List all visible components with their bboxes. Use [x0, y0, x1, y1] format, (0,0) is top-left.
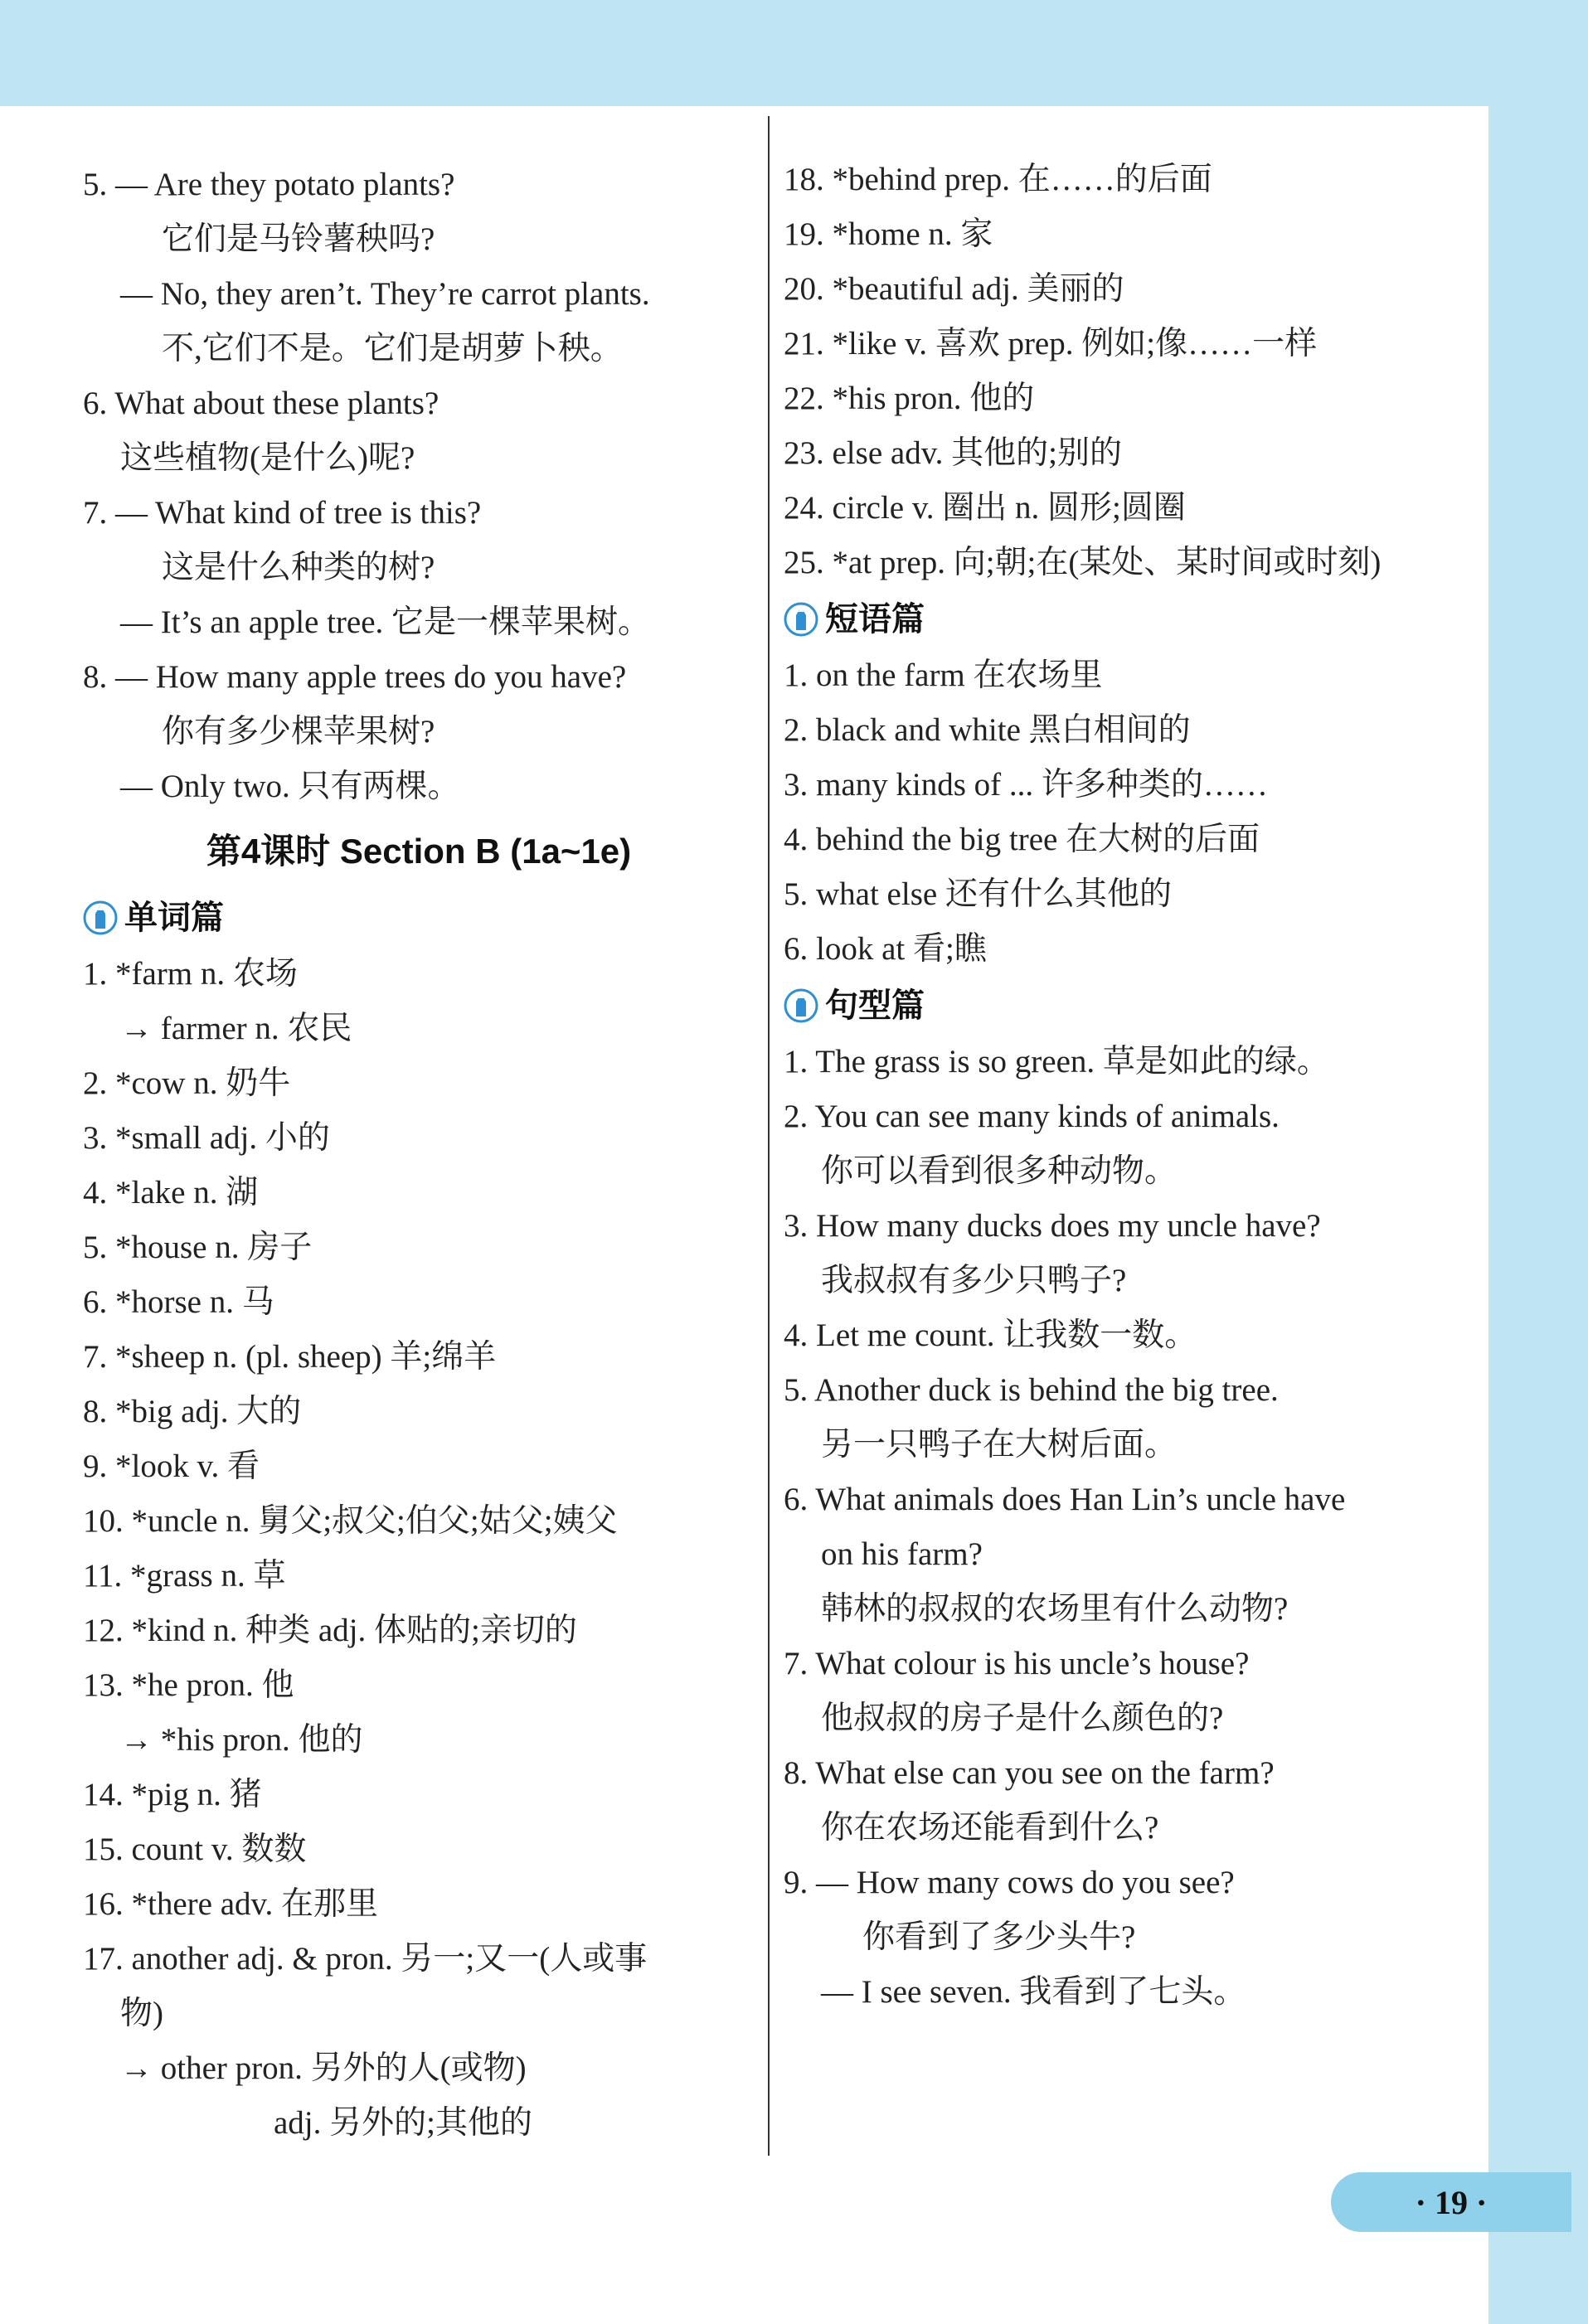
sentence-line: 6. What animals does Han Lin’s uncle have	[784, 1482, 1346, 1517]
right-color-band	[1488, 0, 1588, 2324]
vocab-item: 18. *behind prep. 在……的后面	[784, 162, 1212, 197]
dialogue-line: 你有多少棵苹果树?	[162, 714, 435, 750]
vocab-item: 7. *sheep n. (pl. sheep) 羊;绵羊	[83, 1339, 497, 1375]
sentence-line: 1. The grass is so green. 草是如此的绿。	[784, 1044, 1329, 1080]
dialogue-line: 它们是马铃薯秧吗?	[162, 221, 435, 257]
dialogue-line: 8. — How many apple trees do you have?	[83, 659, 627, 695]
column-divider	[768, 116, 770, 2156]
vocab-item: 5. *house n. 房子	[83, 1230, 313, 1265]
sentence-line: 9. — How many cows do you see?	[784, 1865, 1235, 1900]
sentence-line: 3. How many ducks does my uncle have?	[784, 1208, 1321, 1244]
vocab-item: 6. *horse n. 马	[83, 1284, 274, 1320]
vocab-item: 16. *there adv. 在那里	[83, 1886, 378, 1922]
dialogue-line: 这是什么种类的树?	[162, 550, 435, 585]
vocab-heading	[83, 889, 755, 947]
sentence-list	[784, 1035, 1472, 2020]
dialogue-line: 6. What about these plants?	[83, 386, 439, 421]
phrase-item: 2. black and white 黑白相间的	[784, 712, 1191, 748]
dialogue-line: 5. — Are they potato plants?	[83, 167, 455, 202]
vocab-item: 14. *pig n. 猪	[83, 1777, 262, 1812]
vocab-list-right	[784, 153, 1472, 590]
sentence-line: 你在农场还能看到什么?	[821, 1810, 1159, 1846]
vocab-item: 8. *big adj. 大的	[83, 1394, 302, 1429]
lesson-title: 第4课时 Section B (1a~1e)	[206, 832, 632, 871]
dialogue-line: — Only two. 只有两棵。	[120, 769, 460, 804]
sentence-heading	[784, 977, 1472, 1035]
phrase-heading	[784, 590, 1472, 648]
sentence-line: 4. Let me count. 让我数一数。	[784, 1317, 1197, 1353]
vocab-item: 3. *small adj. 小的	[83, 1120, 330, 1156]
phrase-item: 3. many kinds of ... 许多种类的……	[784, 767, 1268, 803]
phrase-item: 5. what else 还有什么其他的	[784, 876, 1172, 912]
vocab-item: 1. *farm n. 农场	[83, 956, 298, 992]
dialogue-line: 不,它们不是。它们是胡萝卜秧。	[162, 331, 623, 366]
vocab-item: 23. else adv. 其他的;别的	[784, 435, 1122, 471]
sentence-line: 2. You can see many kinds of animals.	[784, 1099, 1280, 1134]
sentence-line: on his farm?	[821, 1536, 983, 1572]
sentence-line: 8. What else can you see on the farm?	[784, 1755, 1275, 1791]
vocab-item: 12. *kind n. 种类 adj. 体贴的;亲切的	[83, 1613, 577, 1648]
sentence-line: — I see seven. 我看到了七头。	[821, 1974, 1246, 2010]
sentence-line: 7. What colour is his uncle’s house?	[784, 1646, 1250, 1681]
phrase-item: 4. behind the big tree 在大树的后面	[784, 822, 1260, 857]
sentence-line: 你看到了多少头牛?	[862, 1919, 1136, 1955]
top-color-band	[0, 0, 1588, 106]
vocab-item: 物)	[120, 1996, 163, 2031]
dialogue-list	[83, 158, 755, 814]
vocab-heading-label: 单词篇	[124, 900, 224, 936]
vocab-item: 10. *uncle n. 舅父;叔父;伯父;姑父;姨父	[83, 1503, 618, 1539]
vocab-item: → farmer n. 农民	[120, 1011, 352, 1046]
dialogue-line: — No, they aren’t. They’re carrot plants.	[120, 276, 650, 312]
dialogue-line: — It’s an apple tree. 它是一棵苹果树。	[120, 604, 651, 640]
vocab-item: 25. *at prep. 向;朝;在(某处、某时间或时刻)	[784, 545, 1382, 580]
vocab-item: 2. *cow n. 奶牛	[83, 1065, 291, 1101]
vocab-list-left	[83, 947, 755, 2151]
page-number: · 19 ·	[1331, 2172, 1571, 2232]
vocab-item: 21. *like v. 喜欢 prep. 例如;像……一样	[784, 326, 1318, 361]
left-column	[83, 158, 755, 2151]
phrase-item: 6. look at 看;瞧	[784, 931, 987, 967]
sentence-heading-label: 句型篇	[825, 987, 925, 1024]
dialogue-line: 7. — What kind of tree is this?	[83, 495, 482, 531]
vocab-item: 19. *home n. 家	[784, 216, 993, 252]
vocab-item: 11. *grass n. 草	[83, 1558, 286, 1594]
vocab-item: 4. *lake n. 湖	[83, 1175, 259, 1211]
right-column	[784, 153, 1472, 2020]
vocab-item: 15. count v. 数数	[83, 1832, 307, 1867]
phrase-list	[784, 648, 1472, 977]
sentence-line: 他叔叔的房子是什么颜色的?	[821, 1701, 1224, 1736]
sentence-line: 5. Another duck is behind the big tree.	[784, 1372, 1279, 1408]
vocab-item: adj. 另外的;其他的	[274, 2105, 532, 2141]
phrase-heading-label: 短语篇	[825, 601, 925, 638]
vocab-item: → other pron. 另外的人(或物)	[120, 2050, 527, 2086]
vocab-item: 13. *he pron. 他	[83, 1667, 294, 1703]
pencil-icon	[83, 900, 118, 935]
vocab-item: 9. *look v. 看	[83, 1448, 260, 1484]
pencil-icon	[784, 988, 818, 1023]
phrase-item: 1. on the farm 在农场里	[784, 657, 1103, 693]
vocab-item: 17. another adj. & pron. 另一;又一(人或事	[83, 1941, 648, 1977]
vocab-item: 24. circle v. 圈出 n. 圆形;圆圈	[784, 490, 1186, 526]
pencil-icon	[784, 602, 818, 637]
vocab-item: 22. *his pron. 他的	[784, 381, 1035, 416]
sentence-line: 你可以看到很多种动物。	[821, 1153, 1178, 1189]
vocab-item: → *his pron. 他的	[120, 1722, 363, 1758]
sentence-line: 我叔叔有多少只鸭子?	[821, 1263, 1127, 1298]
sentence-line: 韩林的叔叔的农场里有什么动物?	[821, 1591, 1289, 1627]
sentence-line: 另一只鸭子在大树后面。	[821, 1427, 1178, 1463]
vocab-item: 20. *beautiful adj. 美丽的	[784, 271, 1124, 307]
dialogue-line: 这些植物(是什么)呢?	[120, 440, 415, 476]
